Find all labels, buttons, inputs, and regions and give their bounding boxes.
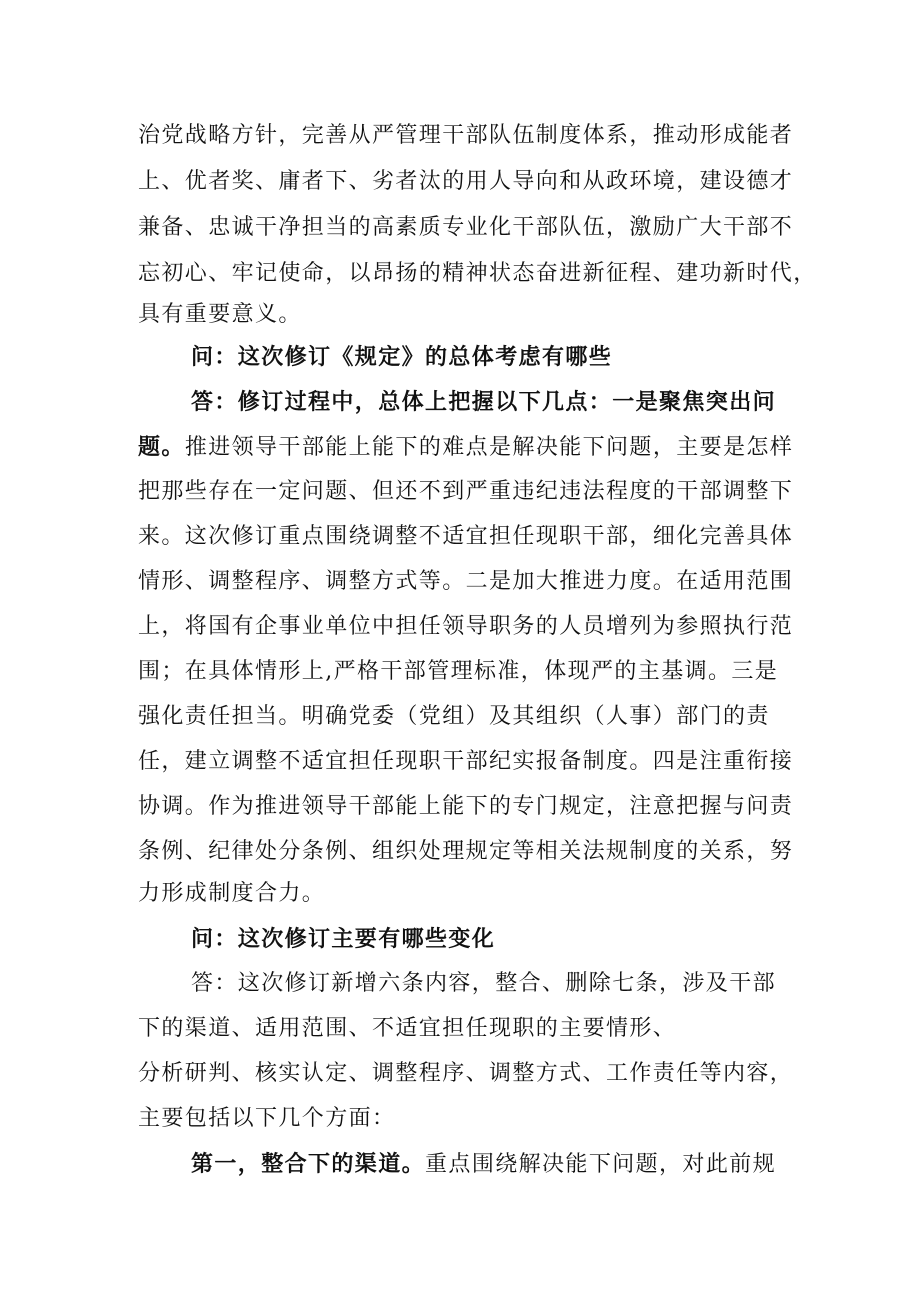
paragraph-line: 任，建立调整不适宜担任现职干部纪实报备制度。四是注重衔接 bbox=[138, 749, 794, 774]
paragraph-line: 治党战略方针，完善从严管理干部队伍制度体系，推动形成能者 bbox=[138, 123, 794, 148]
emphasis-text: 第一，整合下的渠道。 bbox=[191, 1151, 426, 1177]
paragraph-line: 条例、纪律处分条例、组织处理规定等相关法规制度的关系，努 bbox=[138, 839, 794, 864]
paragraph-line: 主要包括以下几个方面： bbox=[138, 1106, 396, 1131]
paragraph-line: 具有重要意义。 bbox=[138, 302, 302, 327]
paragraph-line: 强化责任担当。明确党委（党组）及其组织（人事）部门的责 bbox=[138, 704, 770, 729]
paragraph-line: 力形成制度合力。 bbox=[138, 881, 326, 906]
question-heading: 问：这次修订主要有哪些变化 bbox=[191, 926, 496, 952]
paragraph-line: 兼备、忠诚干净担当的高素质专业化干部队伍，激励广大干部不 bbox=[138, 215, 794, 240]
paragraph-line: 来。这次修订重点围绕调整不适宜担任现职干部，细化完善具体 bbox=[138, 524, 794, 549]
paragraph-line: 把那些存在一定问题、但还不到严重违纪违法程度的干部调整下 bbox=[138, 479, 794, 504]
paragraph-line: 上、优者奖、庸者下、劣者汰的用人导向和从政环境，建设德才 bbox=[138, 169, 794, 194]
answer-lead: 答：这次修订新增六条内容，整合、删除七条，涉及干部 bbox=[191, 971, 777, 996]
paragraph-line: 上，将国有企事业单位中担任领导职务的人员增列为参照执行范 bbox=[138, 614, 794, 639]
paragraph-line: 忘初心、牢记使命，以昂扬的精神状态奋进新征程、建功新时代， bbox=[138, 261, 817, 286]
answer-lead: 答：修订过程中，总体上把握以下几点：一是聚焦突出问 bbox=[191, 389, 777, 415]
paragraph-line: 情形、调整程序、调整方式等。二是加大推进力度。在适用范围 bbox=[138, 569, 794, 594]
paragraph-line bbox=[138, 429, 793, 465]
question-heading: 问：这次修订《规定》的总体考虑有哪些 bbox=[191, 344, 613, 370]
paragraph-line: 下的渠道、适用范围、不适宜担任现职的主要情形、 bbox=[138, 1016, 677, 1041]
body-text: 重点围绕解决能下问题，对此前规 bbox=[425, 1152, 777, 1177]
paragraph-line bbox=[191, 1146, 776, 1182]
paragraph-line: 协调。作为推进领导干部能上能下的专门规定，注意把握与问责 bbox=[138, 794, 794, 819]
emphasis-text: 题。 bbox=[138, 434, 185, 460]
body-text: 推进领导干部能上能下的难点是解决能下问题，主要是怎样 bbox=[184, 435, 794, 460]
paragraph-line: 分析研判、核实认定、调整程序、调整方式、工作责任等内容， bbox=[138, 1061, 794, 1086]
paragraph-line: 围；在具体情形上,严格干部管理标准，体现严的主基调。三是 bbox=[138, 659, 779, 684]
